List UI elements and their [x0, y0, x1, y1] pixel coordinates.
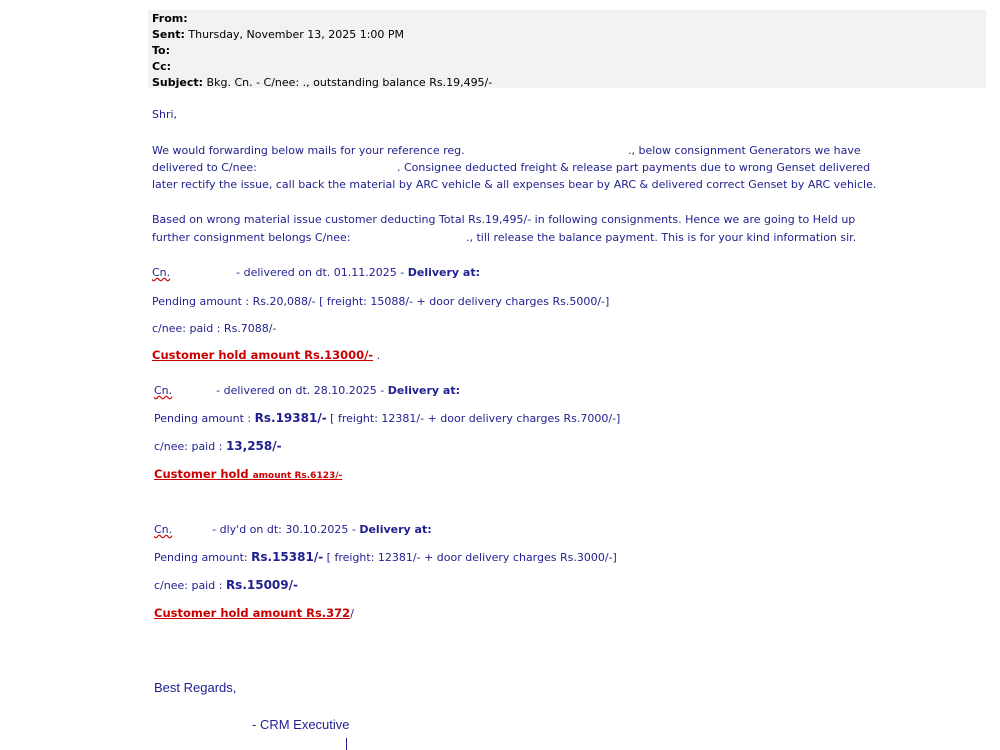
cn3-delivered: - dly'd on dt: 30.10.2025 -	[212, 523, 360, 536]
cn3-pending-detail: [ freight: 12381/- + door delivery charges Rs.3000/-]	[323, 551, 617, 564]
cn3-label: Cn.	[154, 523, 173, 536]
text-cursor	[346, 738, 347, 750]
para1-line2a: delivered to C/nee:	[152, 161, 257, 174]
cn2-delivery-at: Delivery at:	[387, 384, 461, 397]
para2-line2a: further consignment belongs C/nee:	[152, 231, 351, 244]
cn2-pending-amount: Rs.19381/-	[254, 411, 327, 425]
cn1-pending: Pending amount : Rs.20,088/- [ freight: 15088/- + door delivery charges Rs.5000/-]	[152, 295, 610, 308]
para2-line1: Based on wrong material issue customer deducting Total Rs.19,495/- in following consignments. Hence we are going to Held up	[152, 213, 856, 226]
cn1-label: Cn.	[152, 266, 171, 279]
para1-line2b: . Consignee deducted freight & release part payments due to wrong Genset delivered	[397, 161, 871, 174]
cn2-paid-line	[154, 438, 282, 455]
cn2-pending-label: Pending amount :	[154, 412, 255, 425]
para2-line2b: ., till release the balance payment. This is for your kind information sir.	[466, 231, 857, 244]
to-label: To:	[152, 44, 170, 57]
cn1-delivery-at: Delivery at:	[407, 266, 481, 279]
sent-row	[152, 27, 986, 43]
sent-label: Sent:	[152, 28, 185, 41]
cn2-label: Cn.	[154, 384, 173, 397]
cn2-pending-line	[154, 410, 620, 427]
signature: - CRM Executive	[252, 717, 350, 732]
subject-row	[152, 75, 986, 91]
cn3-line	[154, 521, 432, 538]
cn2-pending-detail: [ freight: 12381/- + door delivery charges Rs.7000/-]	[326, 412, 621, 425]
email-header	[148, 10, 986, 88]
cn2-delivered: - delivered on dt. 28.10.2025 -	[216, 384, 388, 397]
para1-line1b: ., below consignment Generators we have	[628, 144, 861, 157]
cc-label: Cc:	[152, 60, 171, 73]
cn3-pending-amount: Rs.15381/-	[251, 550, 324, 564]
from-row	[152, 11, 986, 27]
cn3-hold-suffix: /	[350, 607, 354, 620]
cn3-pending-line	[154, 549, 617, 566]
cc-row	[152, 59, 986, 75]
cn2-hold-b: amount Rs.6123/-	[252, 471, 343, 481]
sent-value: Thursday, November 13, 2025 1:00 PM	[188, 28, 405, 41]
cn3-hold: Customer hold amount Rs.372	[154, 606, 351, 620]
cn1-delivered: - delivered on dt. 01.11.2025 -	[236, 266, 408, 279]
cn1-hold-line	[152, 347, 380, 364]
greeting: Shri,	[152, 108, 178, 121]
para1-line3: later rectify the issue, call back the material by ARC vehicle & all expenses bear by ARC & delivered correct Genset by ARC vehicle.	[152, 178, 877, 191]
cn1-paid: c/nee: paid : Rs.7088/-	[152, 322, 277, 335]
cn1-hold: Customer hold amount Rs.13000/-	[152, 348, 374, 362]
subject-label: Subject:	[152, 76, 204, 89]
cn1-line	[152, 264, 480, 281]
to-row	[152, 43, 986, 59]
cn2-hold-a: Customer hold	[154, 467, 253, 481]
cn3-paid-line	[154, 577, 298, 594]
cn1-hold-suffix: .	[373, 349, 381, 362]
para1-line1a: We would forwarding below mails for your reference reg.	[152, 144, 465, 157]
cn3-delivery-at: Delivery at:	[359, 523, 432, 536]
from-label: From:	[152, 12, 188, 25]
cn2-hold	[154, 467, 342, 481]
cn2-paid-amount: 13,258/-	[225, 439, 282, 453]
cn3-paid-amount: Rs.15009/-	[225, 578, 298, 592]
cn3-paid-label: c/nee: paid :	[154, 579, 226, 592]
cn3-hold-line	[154, 605, 354, 622]
cn3-pending-label: Pending amount:	[154, 551, 252, 564]
cn2-paid-label: c/nee: paid :	[154, 440, 226, 453]
best-regards: Best Regards,	[154, 680, 237, 695]
subject-value: Bkg. Cn. - C/nee: ., outstanding balance Rs.19,495/-	[206, 76, 493, 89]
cn2-hold-line	[154, 466, 342, 485]
cn2-line	[154, 382, 460, 399]
